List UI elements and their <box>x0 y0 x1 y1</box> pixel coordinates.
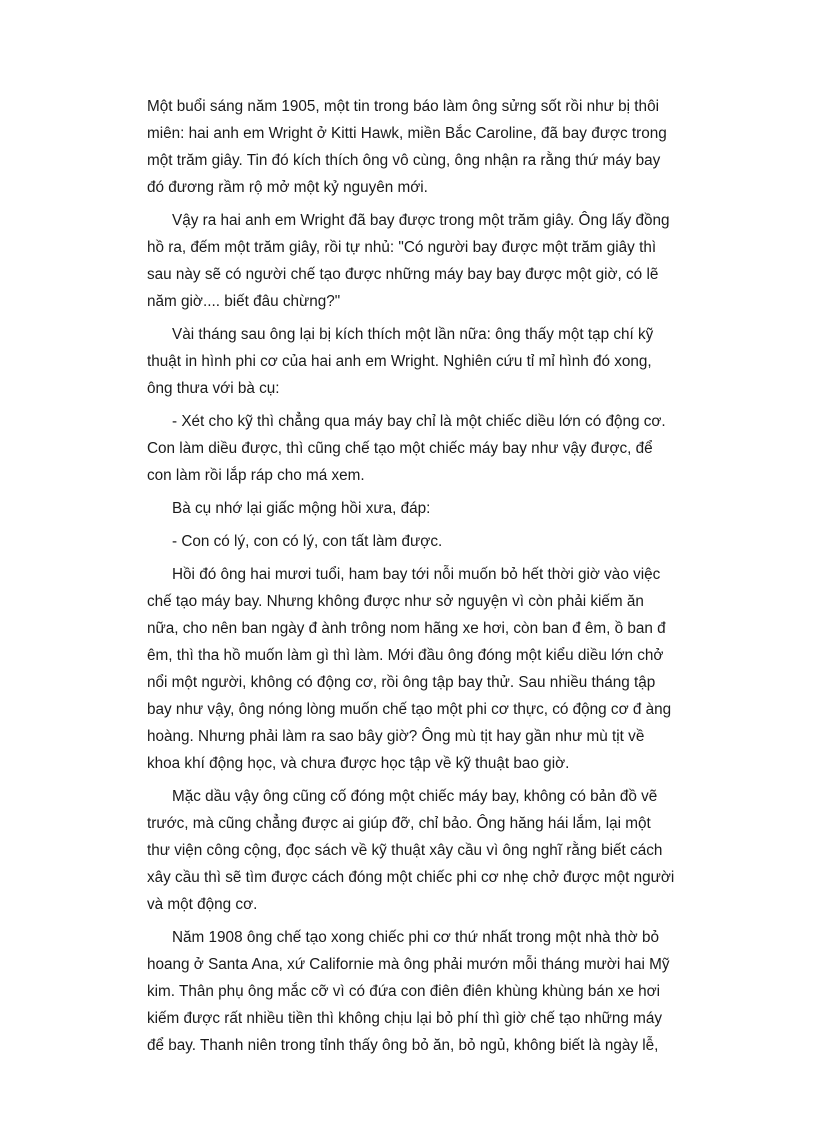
paragraph-7: Hồi đó ông hai mươi tuổi, ham bay tới nỗi muốn bỏ hết thời giờ vào việc chế tạo máy bay. Nhưng không được như sở nguyện vì còn phải kiếm ăn nữa, cho nên ban ngày đ ành trông nom hãng xe hơi, còn ban đ êm, ồ ban đ êm, thì tha hồ muốn làm gì thì làm. Mới đầu ông đóng một kiểu diều lớn chở nổi một người, không có động cơ, rồi ông tập bay thử. Sau nhiều tháng tập bay như vậy, ông nóng lòng muốn chế tạo một phi cơ thực, có động cơ đ àng hoàng. Nhưng phải làm ra sao bây giờ? Ông mù tịt hay gần như mù tịt về khoa khí động học, và chưa được học tập về kỹ thuật bao giờ. <box>147 566 672 772</box>
paragraph-4: - Xét cho kỹ thì chẳng qua máy bay chỉ là một chiếc diều lớn có động cơ. Con làm diều được, thì cũng chế tạo một chiếc máy bay như vậy được, để con làm rồi lắp ráp cho má xem. <box>147 413 666 484</box>
paragraph-2: Vậy ra hai anh em Wright đã bay được trong một trăm giây. Ông lấy đồng hồ ra, đếm một trăm giây, rồi tự nhủ: "Có người bay được một trăm giây thì sau này sẽ có người chế tạo được những máy bay bay được một giờ, có lẽ năm giờ.... biết đâu chừng?" <box>147 212 670 310</box>
paragraph-9: Năm 1908 ông chế tạo xong chiếc phi cơ thứ nhất trong một nhà thờ bỏ hoang ở Santa Ana, xứ Californie mà ông phải mướn mỗi tháng mười hai Mỹ kim. Thân phụ ông mắc cỡ vì có đứa con điên điên khùng khùng bán xe hơi kiếm được rất nhiều tiền thì không chịu lại bỏ phí thì giờ chế tạo những máy để bay. Thanh niên trong tỉnh thấy ông bỏ ăn, bỏ ngủ, không biết là ngày lễ, <box>147 929 670 1054</box>
paragraph-8: Mặc dầu vậy ông cũng cố đóng một chiếc máy bay, không có bản đồ vẽ trước, mà cũng chẳng được ai giúp đỡ, chỉ bảo. Ông hăng hái lắm, lại một thư viện công cộng, đọc sách về kỹ thuật xây cầu vì ông nghĩ rằng biết cách xây cầu thì sẽ tìm được cách đóng một chiếc phi cơ nhẹ chở được một người và một động cơ. <box>147 788 675 913</box>
document-body <box>147 93 677 1065</box>
paragraph-5: Bà cụ nhớ lại giấc mộng hồi xưa, đáp: <box>172 500 431 517</box>
paragraph-6: - Con có lý, con có lý, con tất làm được. <box>172 533 443 550</box>
paragraph-3: Vài tháng sau ông lại bị kích thích một lần nữa: ông thấy một tạp chí kỹ thuật in hình phi cơ của hai anh em Wright. Nghiên cứu tỉ mỉ hình đó xong, ông thưa với bà cụ: <box>147 326 654 397</box>
paragraph-1: Một buổi sáng năm 1905, một tin trong báo làm ông sửng sốt rồi như bị thôi miên: hai anh em Wright ở Kitti Hawk, miền Bắc Caroline, đã bay được trong một trăm giây. Tin đó kích thích ông vô cùng, ông nhận ra rằng thứ máy bay đó đương rầm rộ mở một kỷ nguyên mới. <box>147 98 667 196</box>
